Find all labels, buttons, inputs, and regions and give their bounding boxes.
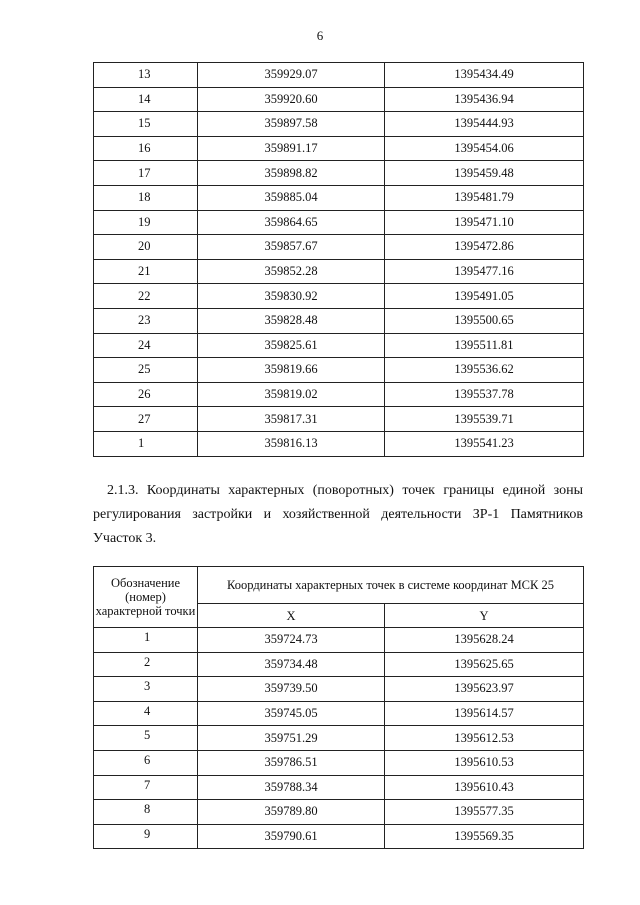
y-coordinate-cell: 1395454.06 [385,136,584,161]
x-coordinate-cell: 359897.58 [198,112,385,137]
table-row [94,161,584,186]
x-coordinate-cell: 359817.31 [198,407,385,432]
y-coordinate-cell: 1395614.57 [385,701,584,726]
y-coordinate-cell: 1395577.35 [385,800,584,825]
point-number-cell: 6 [94,750,198,775]
point-number-cell: 4 [94,701,198,726]
table-row [94,824,584,849]
section-paragraph [93,479,583,551]
table-row [94,677,584,702]
point-number-cell: 21 [94,259,198,284]
x-coordinate-cell: 359830.92 [198,284,385,309]
table-row [94,701,584,726]
table-row [94,87,584,112]
point-number-cell: 18 [94,185,198,210]
point-number-cell: 25 [94,358,198,383]
table-row [94,800,584,825]
y-coordinate-cell: 1395471.10 [385,210,584,235]
x-coordinate-cell: 359819.02 [198,382,385,407]
table-row [94,431,584,456]
coordinates-table [93,566,584,849]
y-coordinate-cell: 1395537.78 [385,382,584,407]
table-row [94,382,584,407]
x-coordinate-cell: 359739.50 [198,677,385,702]
header-y: Y [385,604,584,628]
y-coordinate-cell: 1395444.93 [385,112,584,137]
x-coordinate-cell: 359885.04 [198,185,385,210]
point-number-cell: 22 [94,284,198,309]
x-coordinate-cell: 359788.34 [198,775,385,800]
y-coordinate-cell: 1395500.65 [385,308,584,333]
table-row [94,210,584,235]
y-coordinate-cell: 1395472.86 [385,235,584,260]
point-number-cell: 14 [94,87,198,112]
y-coordinate-cell: 1395628.24 [385,628,584,653]
y-coordinate-cell: 1395491.05 [385,284,584,309]
y-coordinate-cell: 1395541.23 [385,431,584,456]
table-body [94,63,584,457]
header-point-designation: Обозначение (номер) характерной точки [94,567,198,628]
table-row [94,775,584,800]
table-row [94,358,584,383]
table-row [94,112,584,137]
y-coordinate-cell: 1395511.81 [385,333,584,358]
x-coordinate-cell: 359724.73 [198,628,385,653]
y-coordinate-cell: 1395610.43 [385,775,584,800]
point-number-cell: 19 [94,210,198,235]
table-row [94,333,584,358]
y-coordinate-cell: 1395536.62 [385,358,584,383]
y-coordinate-cell: 1395459.48 [385,161,584,186]
x-coordinate-cell: 359745.05 [198,701,385,726]
x-coordinate-cell: 359920.60 [198,87,385,112]
x-coordinate-cell: 359852.28 [198,259,385,284]
table-row [94,750,584,775]
x-coordinate-cell: 359789.80 [198,800,385,825]
x-coordinate-cell: 359825.61 [198,333,385,358]
point-number-cell: 5 [94,726,198,751]
y-coordinate-cell: 1395612.53 [385,726,584,751]
table-row [94,407,584,432]
point-number-cell: 1 [94,628,198,653]
y-coordinate-cell: 1395481.79 [385,185,584,210]
header-coordinates: Координаты характерных точек в системе координат МСК 25 [198,567,584,604]
table-header [94,567,584,628]
y-coordinate-cell: 1395623.97 [385,677,584,702]
point-number-cell: 16 [94,136,198,161]
table-row [94,628,584,653]
table-row [94,63,584,88]
page-number: 6 [316,28,324,43]
y-coordinate-cell: 1395569.35 [385,824,584,849]
point-number-cell: 13 [94,63,198,88]
x-coordinate-cell: 359819.66 [198,358,385,383]
x-coordinate-cell: 359751.29 [198,726,385,751]
point-number-cell: 26 [94,382,198,407]
table-row [94,136,584,161]
y-coordinate-cell: 1395539.71 [385,407,584,432]
table-row [94,235,584,260]
table-row [94,185,584,210]
table-row [94,652,584,677]
x-coordinate-cell: 359816.13 [198,431,385,456]
table-row [94,726,584,751]
point-number-cell: 23 [94,308,198,333]
y-coordinate-cell: 1395610.53 [385,750,584,775]
table-row [94,259,584,284]
point-number-cell: 27 [94,407,198,432]
y-coordinate-cell: 1395625.65 [385,652,584,677]
x-coordinate-cell: 359864.65 [198,210,385,235]
y-coordinate-cell: 1395477.16 [385,259,584,284]
table-row [94,284,584,309]
x-coordinate-cell: 359786.51 [198,750,385,775]
x-coordinate-cell: 359929.07 [198,63,385,88]
coordinates-table-continued [93,62,584,457]
point-number-cell: 15 [94,112,198,137]
section-text: 2.1.3. Координаты характерных (поворотных) точек границы единой зоны регулирования застройки и хозяйственной деятельности ЗР-1 Памятников Участок 3. [93,483,583,546]
header-x: X [198,604,385,628]
point-number-cell: 9 [94,824,198,849]
point-number-cell: 8 [94,800,198,825]
point-number-cell: 2 [94,652,198,677]
point-number-cell: 1 [94,431,198,456]
x-coordinate-cell: 359898.82 [198,161,385,186]
y-coordinate-cell: 1395436.94 [385,87,584,112]
point-number-cell: 17 [94,161,198,186]
x-coordinate-cell: 359828.48 [198,308,385,333]
point-number-cell: 3 [94,677,198,702]
point-number-cell: 7 [94,775,198,800]
y-coordinate-cell: 1395434.49 [385,63,584,88]
table-row [94,308,584,333]
x-coordinate-cell: 359790.61 [198,824,385,849]
x-coordinate-cell: 359857.67 [198,235,385,260]
point-number-cell: 24 [94,333,198,358]
point-number-cell: 20 [94,235,198,260]
x-coordinate-cell: 359891.17 [198,136,385,161]
table-body [94,628,584,849]
x-coordinate-cell: 359734.48 [198,652,385,677]
